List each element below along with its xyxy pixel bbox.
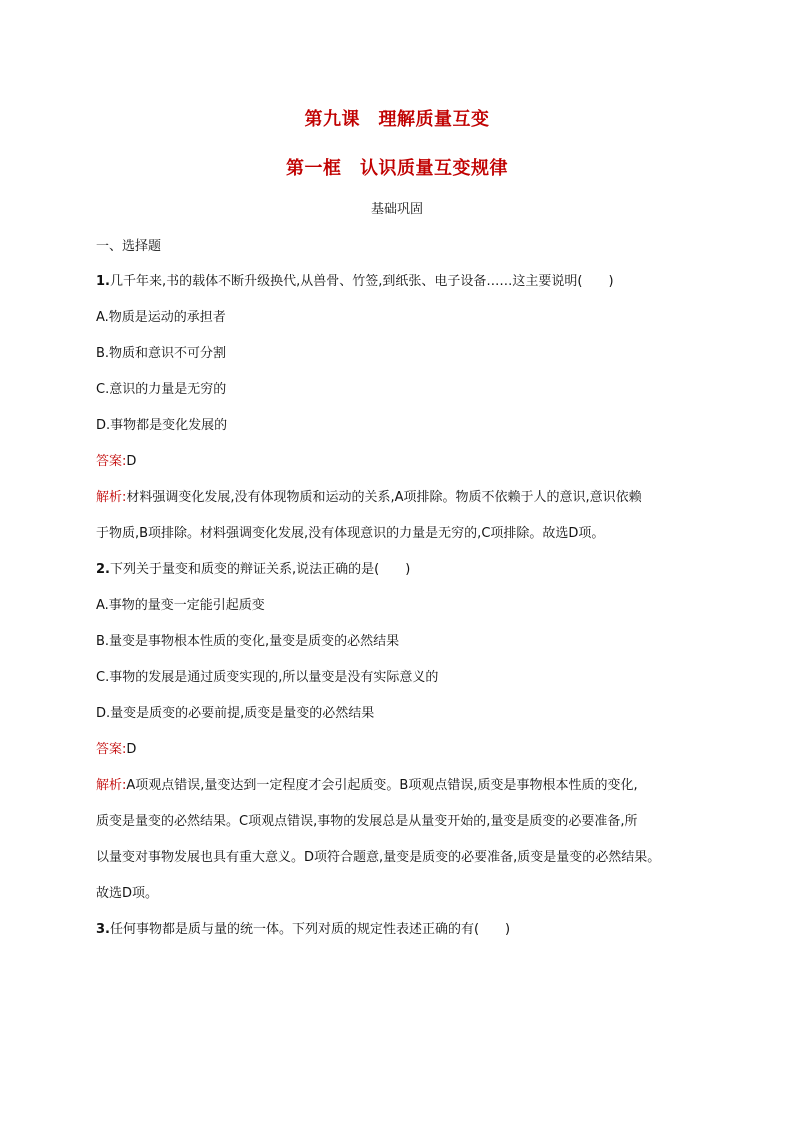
- question-3-stem: [96, 921, 706, 939]
- question-1-option-b: B.物质和意识不可分割: [96, 346, 227, 361]
- question-1-stem: [96, 273, 706, 291]
- answer-label: 答案:: [96, 454, 127, 469]
- part-heading: 一、选择题: [96, 239, 162, 254]
- question-text: 任何事物都是质与量的统一体。下列对质的规定性表述正确的有( ): [109, 922, 511, 937]
- question-2-analysis-line-3: 以量变对事物发展也具有重大意义。D项符合题意,量变是质变的必要准备,质变是量变的必然结果。: [96, 850, 661, 865]
- question-2-option-c: C.事物的发展是通过质变实现的,所以量变是没有实际意义的: [96, 670, 439, 685]
- question-2-stem: [96, 561, 706, 579]
- question-2-option-b: B.量变是事物根本性质的变化,量变是质变的必然结果: [96, 634, 400, 649]
- section-label: 基础巩固: [370, 202, 423, 217]
- answer-value: D: [126, 454, 137, 469]
- analysis-label: 解析:: [96, 778, 127, 793]
- question-2-answer: [96, 741, 706, 759]
- question-number: 3.: [96, 922, 110, 937]
- question-2-analysis-line-4: 故选D项。: [96, 886, 159, 901]
- frame-title: 第一框 认识质量互变规律: [286, 158, 508, 179]
- question-2-option-d: D.量变是质变的必要前提,质变是量变的必然结果: [96, 706, 375, 721]
- question-number: 1.: [96, 274, 110, 289]
- question-1-analysis-line-2: 于物质,B项排除。材料强调变化发展,没有体现意识的力量是无穷的,C项排除。故选D项。: [96, 526, 605, 541]
- question-2-analysis-line-2: 质变是量变的必然结果。C项观点错误,事物的发展总是从量变开始的,量变是质变的必要准备,所: [96, 814, 638, 829]
- question-1-analysis-line-1: [96, 489, 706, 507]
- analysis-text: A项观点错误,量变达到一定程度才会引起质变。B项观点错误,质变是事物根本性质的变化,: [126, 778, 638, 793]
- lesson-title: 第九课 理解质量互变: [304, 109, 490, 130]
- analysis-text: 材料强调变化发展,没有体现物质和运动的关系,A项排除。物质不依赖于人的意识,意识依赖: [126, 490, 642, 505]
- question-1-option-a: A.物质是运动的承担者: [96, 310, 226, 325]
- question-1-option-d: D.事物都是变化发展的: [96, 418, 228, 433]
- answer-value: D: [126, 742, 137, 757]
- question-text: 几千年来,书的载体不断升级换代,从兽骨、竹签,到纸张、电子设备……这主要说明( ): [109, 274, 614, 289]
- answer-label: 答案:: [96, 742, 127, 757]
- analysis-label: 解析:: [96, 490, 127, 505]
- question-2-analysis-line-1: [96, 777, 706, 795]
- question-text: 下列关于量变和质变的辩证关系,说法正确的是( ): [109, 562, 411, 577]
- question-number: 2.: [96, 562, 110, 577]
- question-1-answer: [96, 453, 706, 471]
- question-2-option-a: A.事物的量变一定能引起质变: [96, 598, 265, 613]
- question-1-option-c: C.意识的力量是无穷的: [96, 382, 227, 397]
